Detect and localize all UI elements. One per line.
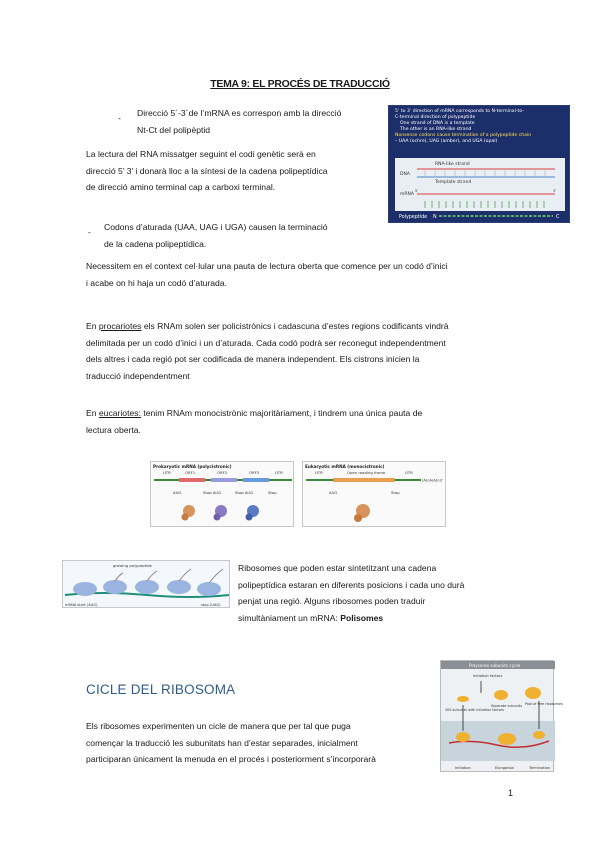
slide-line: 5’ to 3’ direction of mRNA corresponds to N-terminal-to- bbox=[395, 109, 524, 114]
page-title: TEMA 9: EL PROCÉS DE TRADUCCIÓ bbox=[210, 78, 390, 90]
slide-line-highlight: Nonsense codons cause termination of a polypeptide chain bbox=[395, 133, 532, 138]
paragraph-eukaryotes bbox=[86, 405, 422, 438]
figure-polysome bbox=[62, 560, 230, 608]
fig2-utr2: UTR bbox=[275, 470, 283, 475]
label-rna-like: RNA-like strand bbox=[435, 162, 470, 167]
keyword-eucariotes: eucariotes: bbox=[98, 408, 141, 418]
fig2-stop-aug2: Stop AUG bbox=[235, 490, 254, 495]
base-pairs bbox=[425, 169, 545, 177]
ribosome-cycle-diagram bbox=[441, 661, 563, 773]
paragraph-line: direcció 5’ 3’ i donarà lloc a la síntesi de la cadena polipeptídica bbox=[86, 165, 328, 176]
fig4-ribosome-2 bbox=[103, 580, 127, 594]
fig5-translation-zone bbox=[441, 721, 555, 761]
paragraph-prokaryotes bbox=[86, 318, 526, 384]
paragraph-line: Els ribosomes experimenten un cicle de manera que per tal que puga bbox=[86, 721, 351, 731]
dna-mrna-diagram bbox=[395, 158, 565, 220]
fig5-ribosome-initiation bbox=[456, 732, 470, 742]
paragraph-line: Necessitem en el context cel·lular una pauta de lectura oberta que comence per un codó d’inici bbox=[86, 261, 448, 271]
fig5-separate: Separate subunits bbox=[491, 704, 522, 708]
slide-subline: One strand of DNA is a template bbox=[400, 121, 475, 126]
fig2-orf2: ORF2 bbox=[217, 470, 228, 475]
fig3-title: Eukaryotic mRNA (monocistronic) bbox=[305, 464, 385, 469]
line-rest: els RNAm solen ser policistrònics i cadascuna d’estes regions codificants vindrà bbox=[143, 321, 449, 331]
fig4-label: growing polypeptide bbox=[113, 563, 152, 568]
bullet-dash: - bbox=[88, 227, 91, 237]
bullet-2 bbox=[104, 219, 328, 252]
eukaryotic-diagram bbox=[303, 462, 447, 528]
prefix: En bbox=[86, 321, 97, 331]
paragraph-line bbox=[86, 405, 422, 422]
slide-subline: The other is an RNA-like strand bbox=[400, 127, 472, 132]
fig4-ribosome-4 bbox=[167, 580, 191, 594]
label-three-prime: 3’ bbox=[553, 189, 557, 193]
figure-prokaryotic-mrna bbox=[150, 461, 294, 527]
fig2-orf2-bar bbox=[211, 478, 237, 482]
paragraph-line: penjat una regió. Alguns ribosomes poden traduir bbox=[238, 596, 426, 606]
fig5-initiation: Initiation bbox=[455, 766, 471, 770]
fig5-separate-subunit bbox=[494, 690, 508, 700]
label-template: Template strand bbox=[435, 180, 472, 185]
fig3-utr2: UTR bbox=[405, 470, 413, 475]
fig2-stop-aug1: Stop AUG bbox=[203, 490, 222, 495]
fig3-polya: (A)nA(A)n3’ bbox=[422, 478, 443, 483]
fig4-stop: stop (UAG) bbox=[201, 603, 221, 607]
label-c: C bbox=[556, 215, 560, 220]
bullet-2-line2: de la cadena polipeptídica. bbox=[104, 238, 207, 249]
keyword-procariotes: procariotes bbox=[98, 321, 142, 331]
label-n: N bbox=[433, 215, 437, 220]
codon-ticks bbox=[425, 201, 544, 208]
paragraph-line: La lectura del RNA missatger seguint el codi genètic serà en bbox=[86, 149, 316, 159]
bullet-2-line1: Codons d’aturada (UAA, UAG i UGA) causen la terminació bbox=[104, 222, 328, 232]
fig3-aug: AUG bbox=[329, 490, 338, 495]
figure-eukaryotic-mrna bbox=[302, 461, 446, 527]
slide-line: C-terminal direction of polypeptide bbox=[395, 115, 476, 120]
paragraph-line: de direcció amino terminal cap a carboxi terminal. bbox=[86, 182, 276, 192]
fig3-utr1: UTR bbox=[315, 470, 323, 475]
paragraph-polysomes bbox=[238, 560, 464, 626]
fig5-ribosome-elongation bbox=[498, 733, 516, 745]
paragraph-line: dels altres i cada regió pot ser codificada de manera independent. Els cistrons inicien la bbox=[86, 354, 420, 364]
paragraph-line: traducció independentment bbox=[86, 370, 190, 381]
fig2-orf1: ORF1 bbox=[185, 470, 196, 475]
paragraph-orf bbox=[86, 258, 448, 291]
fig5-termination: Termination bbox=[529, 766, 551, 770]
fig2-aug1: AUG bbox=[173, 490, 182, 495]
fig2-orf1-bar bbox=[179, 478, 205, 482]
fig5-elongation: Elongation bbox=[495, 766, 515, 770]
page-number: 1 bbox=[508, 788, 514, 798]
paragraph-line bbox=[86, 318, 526, 335]
keyword-polisomes: Polisomes bbox=[340, 612, 384, 623]
line-rest: tenim RNAm monocistrònic majoritàriament, i tindrem una única pauta de bbox=[143, 408, 423, 418]
polysome-diagram bbox=[63, 561, 231, 609]
prefix: En bbox=[86, 408, 97, 418]
bullet-1 bbox=[137, 105, 341, 138]
fig2-title: Prokaryotic mRNA (polycistronic) bbox=[153, 464, 232, 469]
paragraph-line: delimitada per un codó d’inici i un d’aturada. Cada codó podrà ser reconegut independentment bbox=[86, 337, 446, 348]
fig5-pool-ribosomes bbox=[525, 687, 541, 699]
bullet-1-line2: Nt-Ct del polipèptid bbox=[137, 124, 211, 135]
bullet-1-line1: Direcció 5´-3´de l’mRNA es correspon amb la direcció bbox=[137, 108, 342, 118]
bullet-dash: - bbox=[118, 113, 121, 123]
prokaryotic-diagram bbox=[151, 462, 295, 528]
fig2-utr1: UTR bbox=[163, 470, 171, 475]
fig4-ribosome-5 bbox=[197, 582, 221, 596]
paragraph-line: Ribosomes que poden estar sintetitzant una cadena bbox=[238, 563, 437, 573]
fig4-ribosome-3 bbox=[135, 580, 159, 594]
line-plain: simultàniament un mRNA: bbox=[238, 612, 338, 623]
figure-ribosome-cycle bbox=[440, 660, 563, 772]
slide-text bbox=[395, 109, 567, 145]
fig5-ribosome-termination bbox=[533, 731, 545, 739]
label-five-prime: 5’ bbox=[415, 189, 419, 193]
fig3-orf: Open reading frame bbox=[347, 470, 386, 475]
paragraph-line: i acabe on hi haja un codó d’aturada. bbox=[86, 277, 227, 288]
paragraph-line: participaran únicament la menuda en el procés i posteriorment s’incorporarà bbox=[86, 754, 376, 764]
figure-diagram bbox=[395, 158, 565, 220]
fig4-ribosome-1 bbox=[73, 582, 97, 596]
section-heading: CICLE DEL RIBOSOMA bbox=[86, 682, 236, 697]
paragraph-line: començar la traducció les subunitats han d’estar separades, inicialment bbox=[86, 737, 358, 748]
fig5-pool: Pool of free ribosomes bbox=[525, 702, 563, 706]
figure-mrna-direction bbox=[388, 105, 570, 223]
fig2-orf3: ORF3 bbox=[249, 470, 260, 475]
fig5-small-subunit bbox=[457, 696, 469, 702]
fig5-subunit30: 30S subunits with initiation factors bbox=[445, 708, 504, 712]
paragraph-reading bbox=[86, 146, 328, 196]
fig2-stop: Stop bbox=[268, 490, 277, 495]
fig3-orf-bar bbox=[333, 478, 395, 482]
paragraph-line: polipeptídica estaran en diferents posicions i cada uno durà bbox=[238, 579, 465, 590]
label-mrna: mRNA bbox=[400, 192, 414, 197]
fig2-orf3-bar bbox=[243, 478, 269, 482]
fig3-stop: Stop bbox=[391, 490, 400, 495]
label-polypeptide: Polypeptide bbox=[399, 215, 428, 220]
paragraph-ribosome-cycle bbox=[86, 718, 376, 768]
fig5-initiation-factors: Initiation factors bbox=[473, 674, 503, 678]
fig4-start: mRNA start (AUG) bbox=[65, 603, 98, 607]
paragraph-line bbox=[238, 610, 464, 627]
label-dna: DNA bbox=[400, 172, 410, 177]
paragraph-line: lectura oberta. bbox=[86, 424, 141, 435]
slide-line: – UAA (ochre), UAG (amber), and UGA (opal) bbox=[395, 139, 498, 144]
fig5-title: Polysome subunits cycle bbox=[469, 663, 521, 668]
